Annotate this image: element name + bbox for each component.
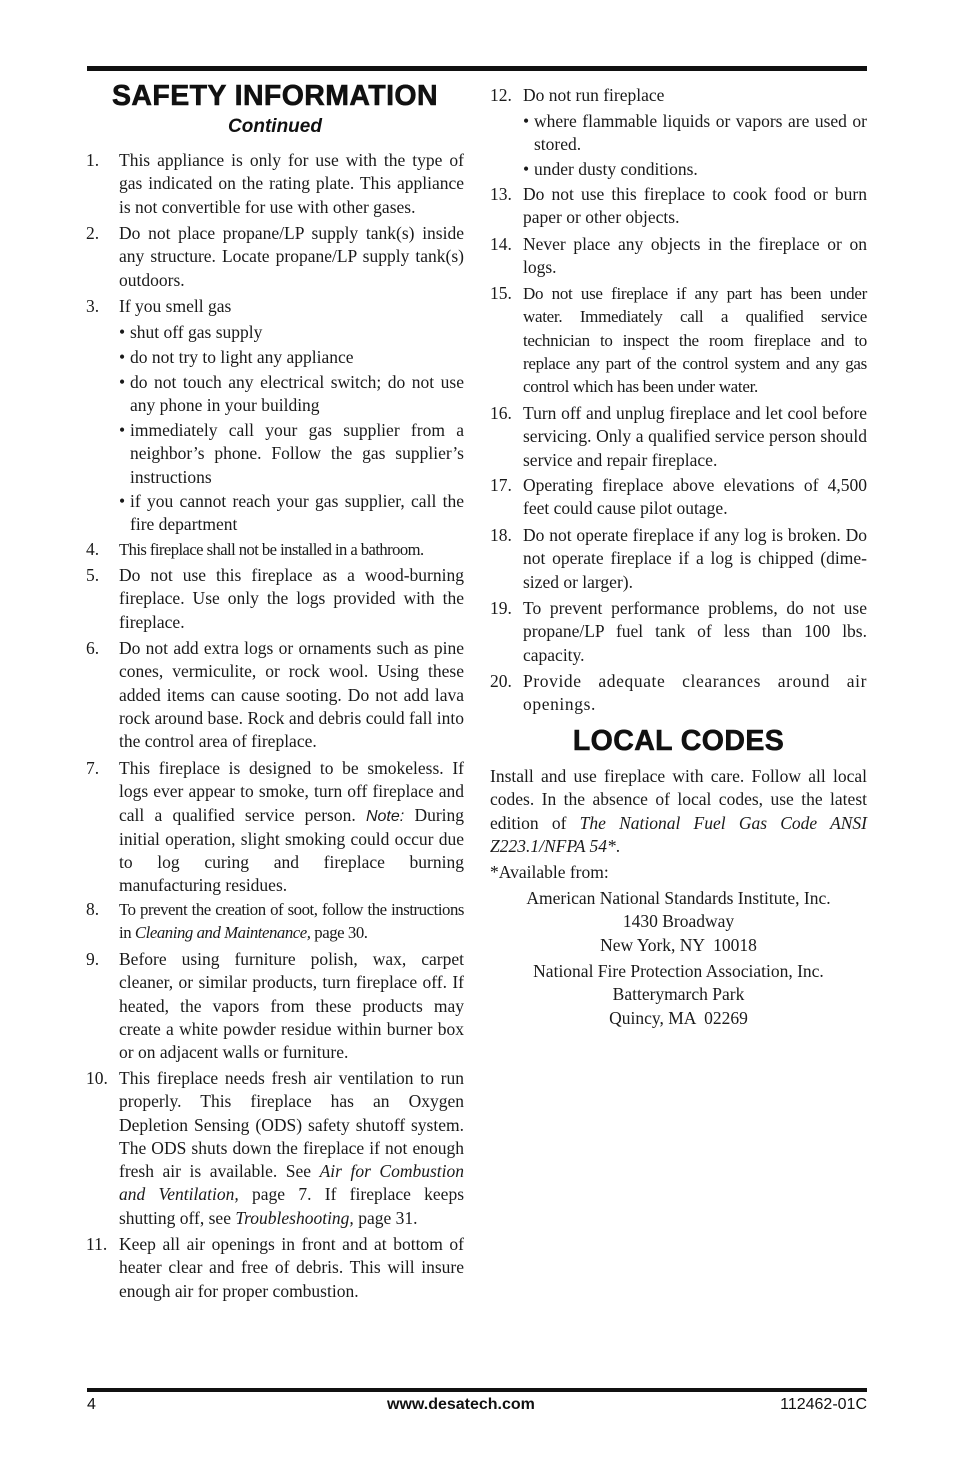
- list-item-14: 14. Never place any objects in the fireplace or on logs.: [490, 234, 867, 278]
- bullet-item: • immediately call your gas supplier from a neighbor’s phone. Follow the gas supplier’s instructions: [119, 420, 464, 487]
- section-reference: Cleaning and Maintenance,: [134, 923, 311, 943]
- street-address: 1430 Broadway: [622, 911, 735, 932]
- bottom-rule: [87, 1388, 867, 1392]
- section-title-safety: SAFETY INFORMATION: [112, 80, 438, 112]
- list-item-19: 19. To prevent performance problems, do not use propane/LP fuel tank of less than 100 lbs. capacity.: [490, 598, 867, 665]
- org-name: National Fire Protection Association, Inc.: [533, 961, 824, 981]
- bullet-item: • do not try to light any appliance: [119, 347, 354, 367]
- list-item-10: 10. This fireplace needs fresh air ventilation to run properly. This fireplace has an Oxygen Depletion Sensing (ODS) safety shutoff system. The ODS shuts down the fireplace if not enough fresh air is available. See Air for Combustion and Ventilation, page 7. If fireplace keeps shutting off, see Troubleshooting, page 31.: [86, 1068, 464, 1228]
- section-reference: Air for Combustion and Ventilation,: [119, 1161, 464, 1205]
- bullet-item: • under dusty conditions.: [523, 159, 698, 179]
- org-name: American National Standards Institute, Inc.: [526, 888, 831, 908]
- website-link[interactable]: www.desatech.com: [387, 1396, 535, 1413]
- list-item-11: 11. Keep all air openings in front and at bottom of heater clear and free of debris. This will insure enough air for proper combustion.: [86, 1234, 464, 1301]
- address-nfpa: [490, 960, 867, 1030]
- list-item-3: 3. If you smell gas: [86, 296, 232, 316]
- page-number: 4: [87, 1396, 96, 1413]
- document-number: 112462-01C: [780, 1396, 867, 1413]
- list-item-1: 1. This appliance is only for use with the type of gas indicated on the rating plate. This appliance is not convertible for use with other gases.: [86, 150, 464, 217]
- list-item-17: 17. Operating fireplace above elevations of 4,500 feet could cause pilot outage.: [490, 475, 867, 519]
- local-codes-intro: Install and use fireplace with care. Follow all local codes. In the absence of local codes, use the latest edition of The National Fuel Gas Code ANSI Z223.1/NFPA 54*.: [490, 766, 868, 856]
- list-item-7: 7. This fireplace is designed to be smokeless. If logs ever appear to smoke, turn off fireplace and call a qualified service person. Note: During initial operation, slight smoking could occur due to log curing and fireplace burning manufacturing residues.: [86, 758, 465, 896]
- bullet-item: • shut off gas supply: [119, 322, 263, 342]
- bullet-item: • if you cannot reach your gas supplier, call the fire department: [119, 491, 464, 535]
- list-item-8: 8. To prevent the creation of soot, follow the instructions in Cleaning and Maintenance, page 30.: [86, 899, 464, 943]
- list-item-12: 12. Do not run fireplace: [490, 85, 665, 105]
- list-item-20: 20. Provide adequate clearances around air openings.: [490, 671, 867, 715]
- city-address: Quincy, MA 02269: [609, 1007, 748, 1028]
- bullet-item: • where flammable liquids or vapors are used or stored.: [523, 111, 867, 155]
- list-item-4: 4. This fireplace shall not be installed in a bathroom.: [86, 539, 424, 559]
- code-reference: The National Fuel Gas Code ANSI Z223.1/NFPA 54*: [490, 812, 868, 856]
- bullet-item: • do not touch any electrical switch; do not use any phone in your building: [119, 372, 464, 416]
- city-address: New York, NY 10018: [600, 934, 757, 955]
- list-item-6: 6. Do not add extra logs or ornaments such as pine cones, vermiculite, or rock wool. Using these added items can cause sooting. Do not add lava rock around base. Rock and debris could fall into the control area of fireplace.: [86, 638, 464, 752]
- list-item-13: 13. Do not use this fireplace to cook food or burn paper or other objects.: [490, 184, 867, 228]
- list-item-18: 18. Do not operate fireplace if any log is broken. Do not operate fireplace if a log is chipped (dime-sized or larger).: [490, 525, 867, 592]
- top-rule: [87, 66, 867, 71]
- section-reference: Troubleshooting,: [235, 1207, 354, 1228]
- street-address: Batterymarch Park: [612, 984, 745, 1005]
- list-item-9: 9. Before using furniture polish, wax, carpet cleaner, or similar products, turn fireplace off. If heated, the vapors from these products may create a white powder residue within burner box or on adjacent walls or furniture.: [86, 949, 464, 1063]
- available-from: *Available from:: [490, 862, 609, 882]
- list-item-16: 16. Turn off and unplug fireplace and let cool before servicing. Only a qualified service person should service and repair fireplace.: [490, 403, 867, 470]
- note-label: Note:: [365, 807, 405, 825]
- address-ansi: [490, 887, 867, 957]
- list-item-15: 15. Do not use fireplace if any part has been under water. Immediately call a qualified service technician to inspect the room fireplace and to replace any part of the control system and any gas control which has been under water.: [490, 283, 867, 397]
- list-item-2: 2. Do not place propane/LP supply tank(s) inside any structure. Locate propane/LP supply tank(s) outdoors.: [86, 223, 464, 290]
- section-title-local-codes: LOCAL CODES: [572, 725, 785, 757]
- section-subtitle: Continued: [228, 116, 322, 137]
- list-item-5: 5. Do not use this fireplace as a wood-burning fireplace. Use only the logs provided with the fireplace.: [86, 565, 464, 632]
